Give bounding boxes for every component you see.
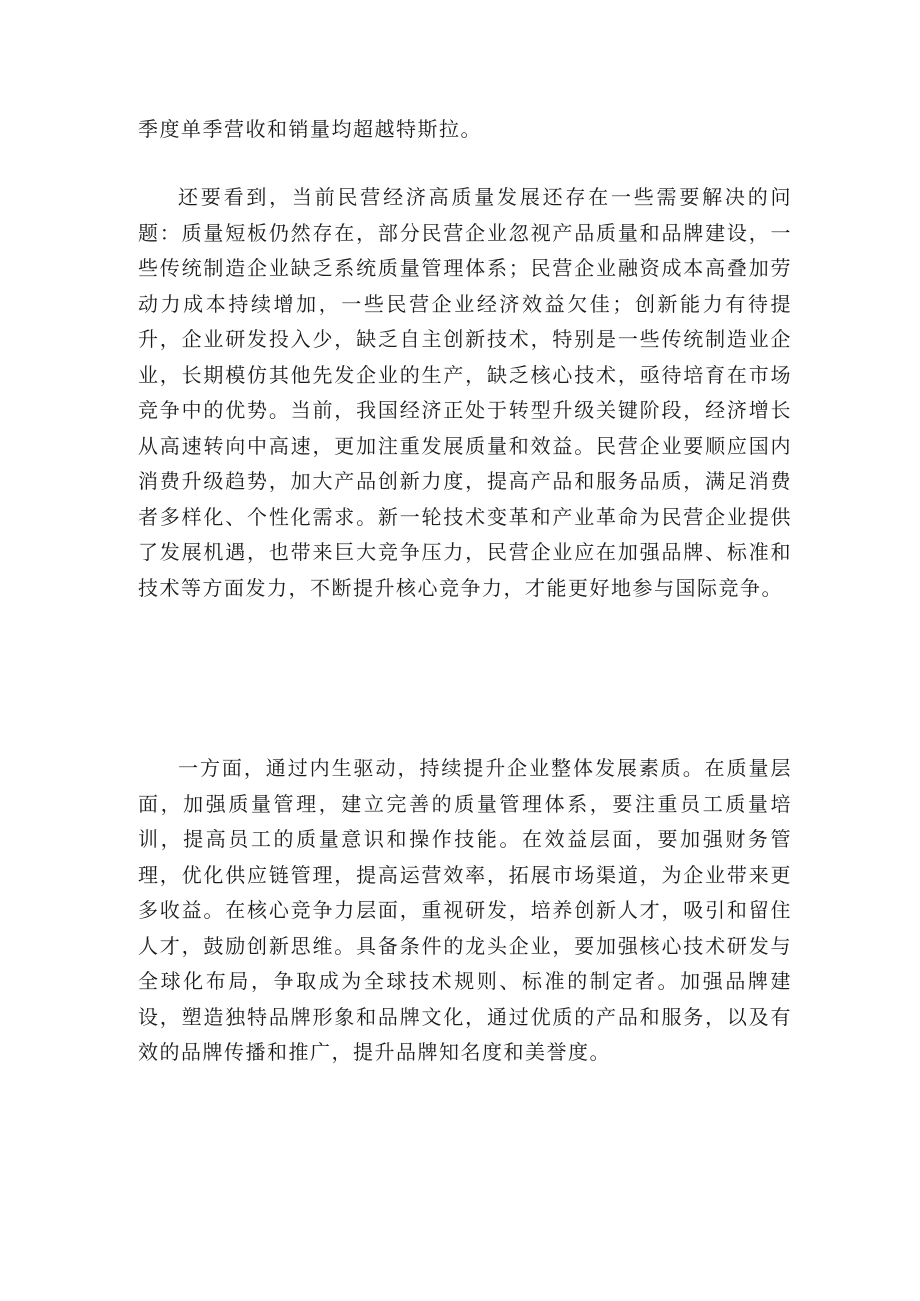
paragraph-internal-drive: 一方面，通过内生驱动，持续提升企业整体发展素质。在质量层面，加强质量管理，建立完善的质量管理体系，要注重员工质量培训，提高员工的质量意识和操作技能。在效益层面，要加强财务管理，优化供应链管理，提高运营效率，拓展市场渠道，为企业带来更多收益。在核心竞争力层面，重视研发，培养创新人才，吸引和留住人才，鼓励创新思维。具备条件的龙头企业，要加强核心技术研发与全球化布局，争取成为全球技术规则、标准的制定者。加强品牌建设，塑造独特品牌形象和品牌文化，通过优质的产品和服务，以及有效的品牌传播和推广，提升品牌知名度和美誉度。 [138,756,792,1064]
paragraph-issues: 还要看到，当前民营经济高质量发展还存在一些需要解决的问题：质量短板仍然存在，部分民营企业忽视产品质量和品牌建设，一些传统制造企业缺乏系统质量管理体系；民营企业融资成本高叠加劳动力成本持续增加，一些民营企业经济效益欠佳；创新能力有待提升，企业研发投入少，缺乏自主创新技术，特别是一些传统制造业企业，长期模仿其他先发企业的生产，缺乏核心技术，亟待培育在市场竞争中的优势。当前，我国经济正处于转型升级关键阶段，经济增长从高速转向中高速，更加注重发展质量和效益。民营企业要顺应国内消费升级趋势，加大产品创新力度，提高产品和服务品质，满足消费者多样化、个性化需求。新一轮技术变革和产业革命为民营企业提供了发展机遇，也带来巨大竞争压力，民营企业应在加强品牌、标准和技术等方面发力，不断提升核心竞争力，才能更好地参与国际竞争。 [138,185,792,600]
paragraph-continuation: 季度单季营收和销量均超越特斯拉。 [138,117,482,141]
